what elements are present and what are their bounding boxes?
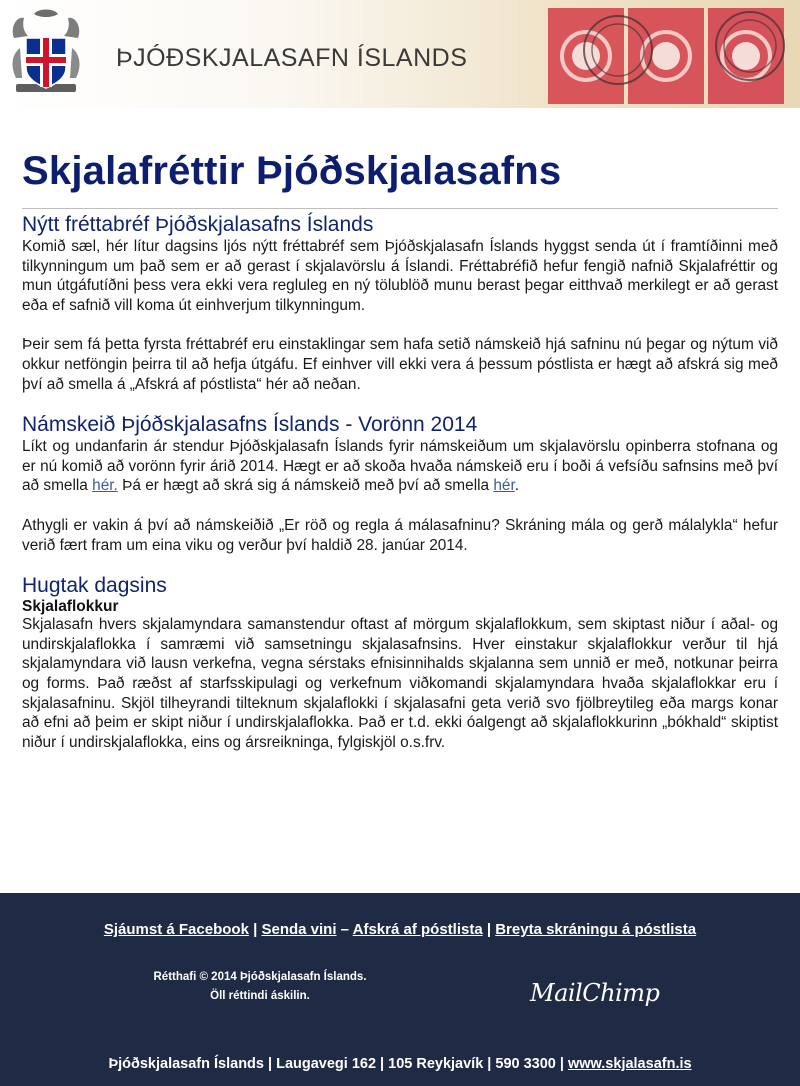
- address-text: Þjóðskjalasafn Íslands | Laugavegi 162 | 105 Reykjavík | 590 3300 |: [108, 1056, 568, 1072]
- section-new-newsletter: [22, 213, 778, 394]
- update-subscription-link[interactable]: Breyta skráningu á póstlista: [495, 921, 697, 938]
- term-definition: Skjalasafn hvers skjalamyndara samanstendur oftast af mörgum skjalaflokkum, sem skiptast niður í aðal- og undirskjalaflokka í samræmi við samsetningu skjalasafnsins. Hver einstakur skjalaflokkur verður til hjá skjalamyndara við lausn verkefna, vegna sérstaks efnisinnihalds skjalanna sem unnið er með, notkunar þeirra og forms. Það ræðst af starfsskipulagi og verkefnum viðkomandi skjalamyndara hvaða skjalaflokkar eru í skjalasafninu. Skjöl tilheyrandi tilteknum skjalaflokki í skjalasafni geta verið svo fjölbreytileg eða margs konar að efni að þeim er skipt niður í undirskjalaflokka. Það er t.d. ekki óalgengt að skjalaflokkurinn „bókhald“ skiptist niður í undirskjalaflokka, eins og ársreikninga, fylgiskjöl o.s.frv.: [22, 616, 778, 751]
- copyright: [130, 968, 390, 1006]
- send-to-friend-link[interactable]: Senda vini: [261, 921, 337, 938]
- paragraph: [22, 437, 778, 496]
- paragraph: Athygli er vakin á því að námskeiðið „Er röð og regla á málasafninu? Skráning mála og gerð málalykla“ hefur verið fært fram um eina viku og verður því haldið 28. janúar 2014.: [22, 516, 778, 554]
- paragraph: Komið sæl, hér lítur dagsins ljós nýtt fréttabréf sem Þjóðskjalasafn Íslands hyggst senda út í framtíðinni með tilkynningum um það sem er að gerast í skjalavörslu á Íslandi. Fréttabréfið hefur fengið nafnið Skjalafréttir og mun útgáfutíðni þess vera ekki vera regluleg en ný tölublöð munu berast þegar eitthvað merkilegt er að gerast eða ef safnið vill koma út einhverjum tilkynningum.: [22, 238, 778, 314]
- section-courses: [22, 413, 778, 555]
- separator: –: [336, 921, 353, 938]
- section-heading: Hugtak dagsins: [22, 574, 167, 598]
- separator: |: [482, 921, 496, 938]
- paragraph-text: Þá er hægt að skrá sig á námskeið með því að smella: [117, 477, 494, 495]
- register-link[interactable]: hér: [493, 477, 515, 495]
- paragraph-text: .: [514, 477, 520, 495]
- section-term-of-day: [22, 574, 778, 752]
- newsletter-title: Skjalafréttir Þjóðskjalasafns: [22, 149, 562, 193]
- unsubscribe-link[interactable]: Afskrá af póstlista: [352, 921, 483, 938]
- address-line: [0, 1056, 800, 1072]
- newsletter-body: [22, 140, 778, 752]
- org-name: ÞJÓÐSKJALASAFN ÍSLANDS: [116, 44, 468, 72]
- icelandic-coat-of-arms-icon: [8, 8, 84, 96]
- paragraph: Þeir sem fá þetta fyrsta fréttabréf eru einstaklingar sem hafa setið námskeið hjá safninu nú þegar og nýtum við okkur netföngin þeirra til að hefja útgáfu. Ef einhver vill ekki vera á þessum póstlista er hægt að afskrá sig með því að smella á „Afskrá af póstlista“ hér að neðan.: [22, 336, 778, 393]
- separator: |: [248, 921, 262, 938]
- postage-stamps-icon: [540, 0, 800, 108]
- mailchimp-logo[interactable]: MailChimp: [530, 979, 660, 1007]
- section-heading: Nýtt fréttabréf Þjóðskjalasafns Íslands: [22, 213, 374, 236]
- title-divider: [22, 208, 778, 209]
- footer: [0, 893, 800, 1086]
- copyright-line: Rétthafi © 2014 Þjóðskjalasafn Íslands.: [153, 971, 367, 983]
- paragraph-text: Líkt og undanfarin ár stendur Þjóðskjalasafn Íslands fyrir námskeiðum um skjalavörslu opinberra stofnana og er nú komið að vorönn fyrir árið 2014. Hægt er að skoða hvaða námskeið eru í boði á vefsíðu safnsins með því að smella: [22, 438, 778, 495]
- header-banner: [0, 0, 800, 108]
- term-name: Skjalaflokkur: [22, 598, 119, 616]
- courses-link[interactable]: hér.: [92, 477, 118, 495]
- rights-line: Öll réttindi áskilin.: [210, 990, 310, 1002]
- section-heading: Námskeið Þjóðskjalasafns Íslands - Vorönn 2014: [22, 413, 478, 437]
- website-link[interactable]: www.skjalasafn.is: [567, 1056, 692, 1072]
- footer-links: [0, 921, 800, 938]
- facebook-link[interactable]: Sjáumst á Facebook: [103, 921, 249, 938]
